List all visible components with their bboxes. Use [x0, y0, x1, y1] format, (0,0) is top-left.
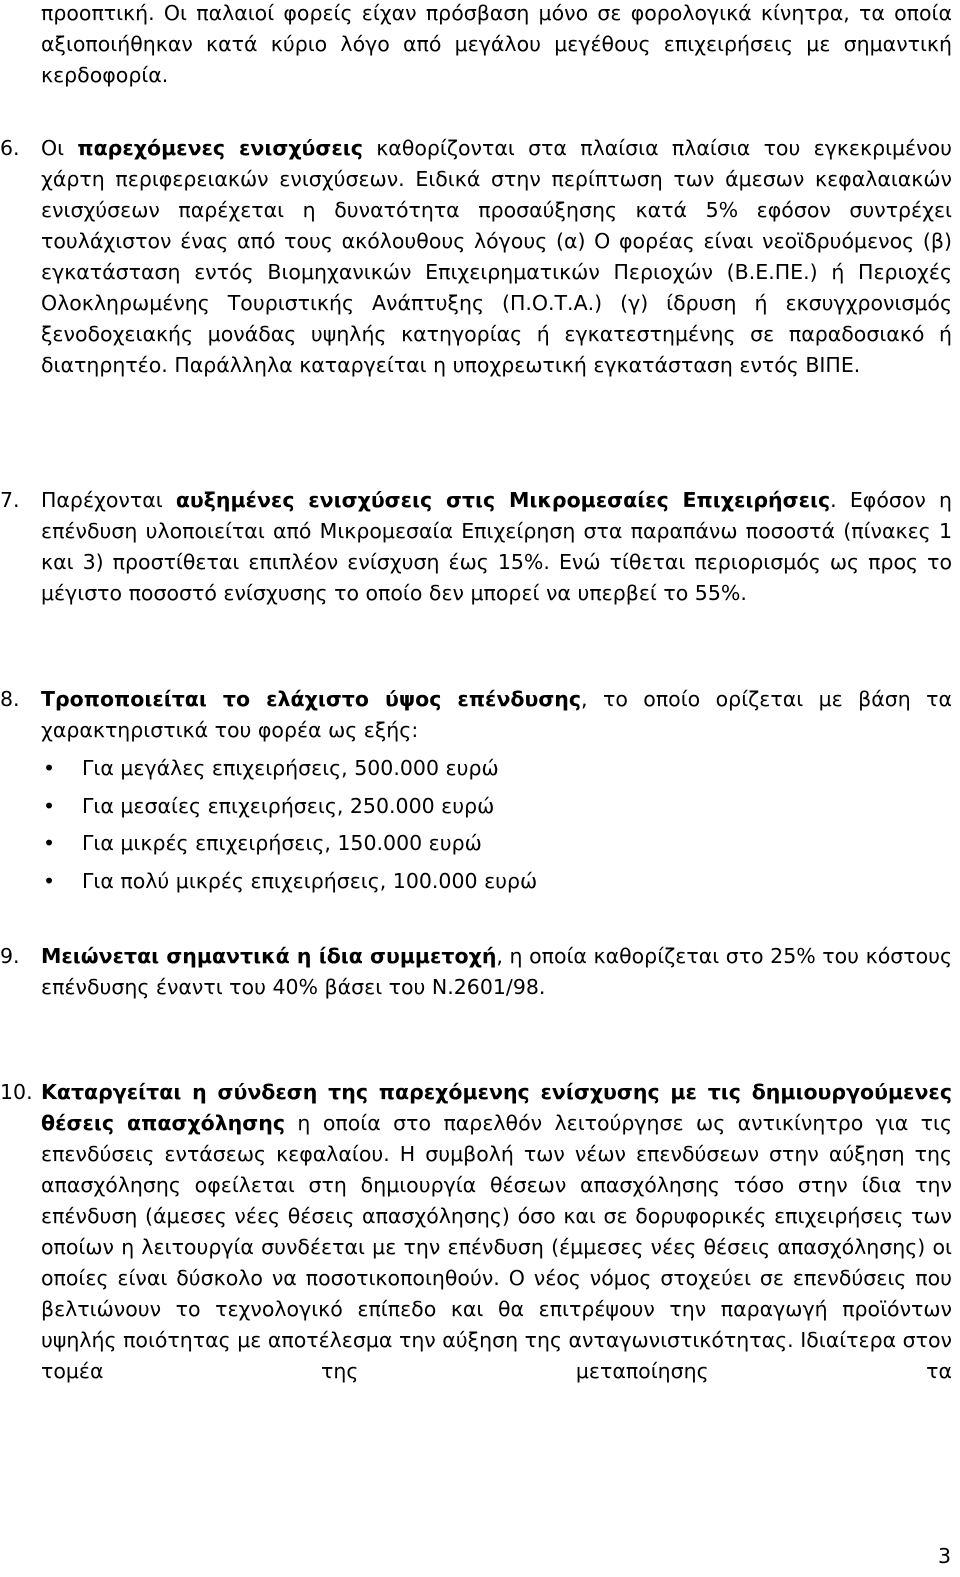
item-number-8: 8.	[0, 687, 20, 711]
item-bold-phrase: Τροποποιείται το ελάχιστο ύψος επένδυσης	[41, 687, 582, 711]
item-number-10: 10.	[0, 1080, 33, 1104]
item-paragraph-10	[41, 1077, 952, 1387]
item-number-9: 9.	[0, 944, 20, 968]
list-item	[41, 825, 952, 863]
item-paragraph-7	[41, 485, 952, 609]
list-item-text: Για πολύ μικρές επιχειρήσεις, 100.000 ευρώ	[82, 868, 538, 893]
item-body-text: καθορίζονται στα πλαίσια πλαίσια του εγκεκριμένου χάρτη περιφερειακών ενισχύσεων. Ειδικά στην περίπτωση των άμεσων κεφαλαιακών ενισχύσεων παρέχεται η δυνατότητα προσαύξησης κατά 5% εφόσον συντρέχει τουλάχιστον ένας από τους ακόλουθους λόγους (α) Ο φορέας είναι νεοϊδρυόμενος (β) εγκατάσταση εντός Βιομηχανικών Επιχειρηματικών Περιοχών (Β.Ε.ΠΕ.) ή Περιοχές Ολοκληρωμένης Τουριστικής Ανάπτυξης (Π.Ο.Τ.Α.) (γ) ίδρυση ή εκσυγχρονισμός ξενοδοχειακής μονάδας υψηλής κατηγορίας ή εγκατεστημένης σε παραδοσιακό ή διατηρητέο. Παράλληλα καταργείται η υποχρεωτική εγκατάσταση εντός ΒΙΠΕ.	[41, 136, 952, 377]
page-number: 3	[937, 1544, 951, 1568]
bullet-icon: •	[43, 868, 56, 893]
list-item-text: Για μεγάλες επιχειρήσεις, 500.000 ευρώ	[82, 756, 499, 780]
list-item	[41, 788, 952, 826]
item-number-6: 6.	[0, 136, 20, 160]
investment-threshold-list	[41, 750, 952, 900]
item-paragraph-9	[41, 941, 952, 1003]
item-body-text: , η οποία καθορίζεται στο 25% του κόστους επένδυσης έναντι του 40% βάσει του Ν.2601/98.	[41, 944, 953, 999]
list-item	[41, 863, 952, 901]
item-lead: Οι	[41, 136, 78, 160]
item-number-7: 7.	[0, 488, 20, 512]
list-item-text: Για μικρές επιχειρήσεις, 150.000 ευρώ	[82, 831, 482, 855]
item-bold-phrase: Καταργείται η σύνδεση της παρεχόμενης ενίσχυσης με τις δημιουργούμενες θέσεις απασχόλησης	[41, 1080, 952, 1135]
list-item-text: Για μεσαίες επιχειρήσεις, 250.000 ευρώ	[82, 793, 495, 818]
item-body-text: η οποία στο παρελθόν λειτούργησε ως αντικίνητρο για τις επενδύσεις εντάσεως κεφαλαίου. Η συμβολή των νέων επενδύσεων στην αύξηση της απασχόλησης οφείλεται στη δημιουργία θέσεων απασχόλησης τόσο στην ίδια την επένδυση (άμεσες νέες θέσεις απασχόλησης) όσο και σε δορυφορικές επιχειρήσεις των οποίων η λειτουργία συνδέεται με την επένδυση (έμμεσες νέες θέσεις απασχόλησης) οι οποίες είναι δύσκολο να ποσοτικοποιηθούν. Ο νέος νόμος στοχεύει σε επενδύσεις που βελτιώνουν το τεχνολογικό επίπεδο και θα επιτρέψουν την παραγωγή προϊόντων υψηλής ποιότητας με αποτέλεσμα την αύξηση της ανταγωνιστικότητας. Ιδιαίτερα στον τομέα της μεταποίησης τα	[41, 1111, 952, 1383]
item-bold-phrase: αυξημένες ενισχύσεις στις Μικρομεσαίες Επιχειρήσεις	[175, 488, 831, 512]
list-item	[41, 750, 952, 788]
item-lead: Παρέχονται	[41, 488, 176, 512]
item-paragraph-6	[41, 133, 952, 381]
item-body-text: , το οποίο ορίζεται με βάση τα χαρακτηριστικά του φορέα ως εξής:	[41, 687, 952, 742]
bullet-icon: •	[43, 831, 56, 855]
bullet-icon: •	[43, 756, 56, 780]
intro-text: προοπτική. Οι παλαιοί φορείς είχαν πρόσβαση μόνο σε φορολογικά κίνητρα, τα οποία αξιοποιήθηκαν κατά κύριο λόγο από μεγάλου μεγέθους επιχειρήσεις με σημαντική κερδοφορία.	[41, 1, 952, 87]
item-bold-phrase: παρεχόμενες ενισχύσεις	[77, 136, 363, 160]
intro-paragraph	[41, 0, 952, 91]
item-body-text: . Εφόσον η επένδυση υλοποιείται από Μικρομεσαία Επιχείρηση στα παραπάνω ποσοστά (πίνακες 1 και 3) προστίθεται επιπλέον ενίσχυση έως 15%. Ενώ τίθεται περιορισμός ως προς το μέγιστο ποσοστό ενίσχυσης το οποίο δεν μπορεί να υπερβεί το 55%.	[41, 488, 953, 605]
bullet-icon: •	[43, 793, 56, 818]
item-bold-phrase: Μειώνεται σημαντικά η ίδια συμμετοχή	[41, 944, 497, 968]
item-paragraph-8	[41, 684, 952, 746]
